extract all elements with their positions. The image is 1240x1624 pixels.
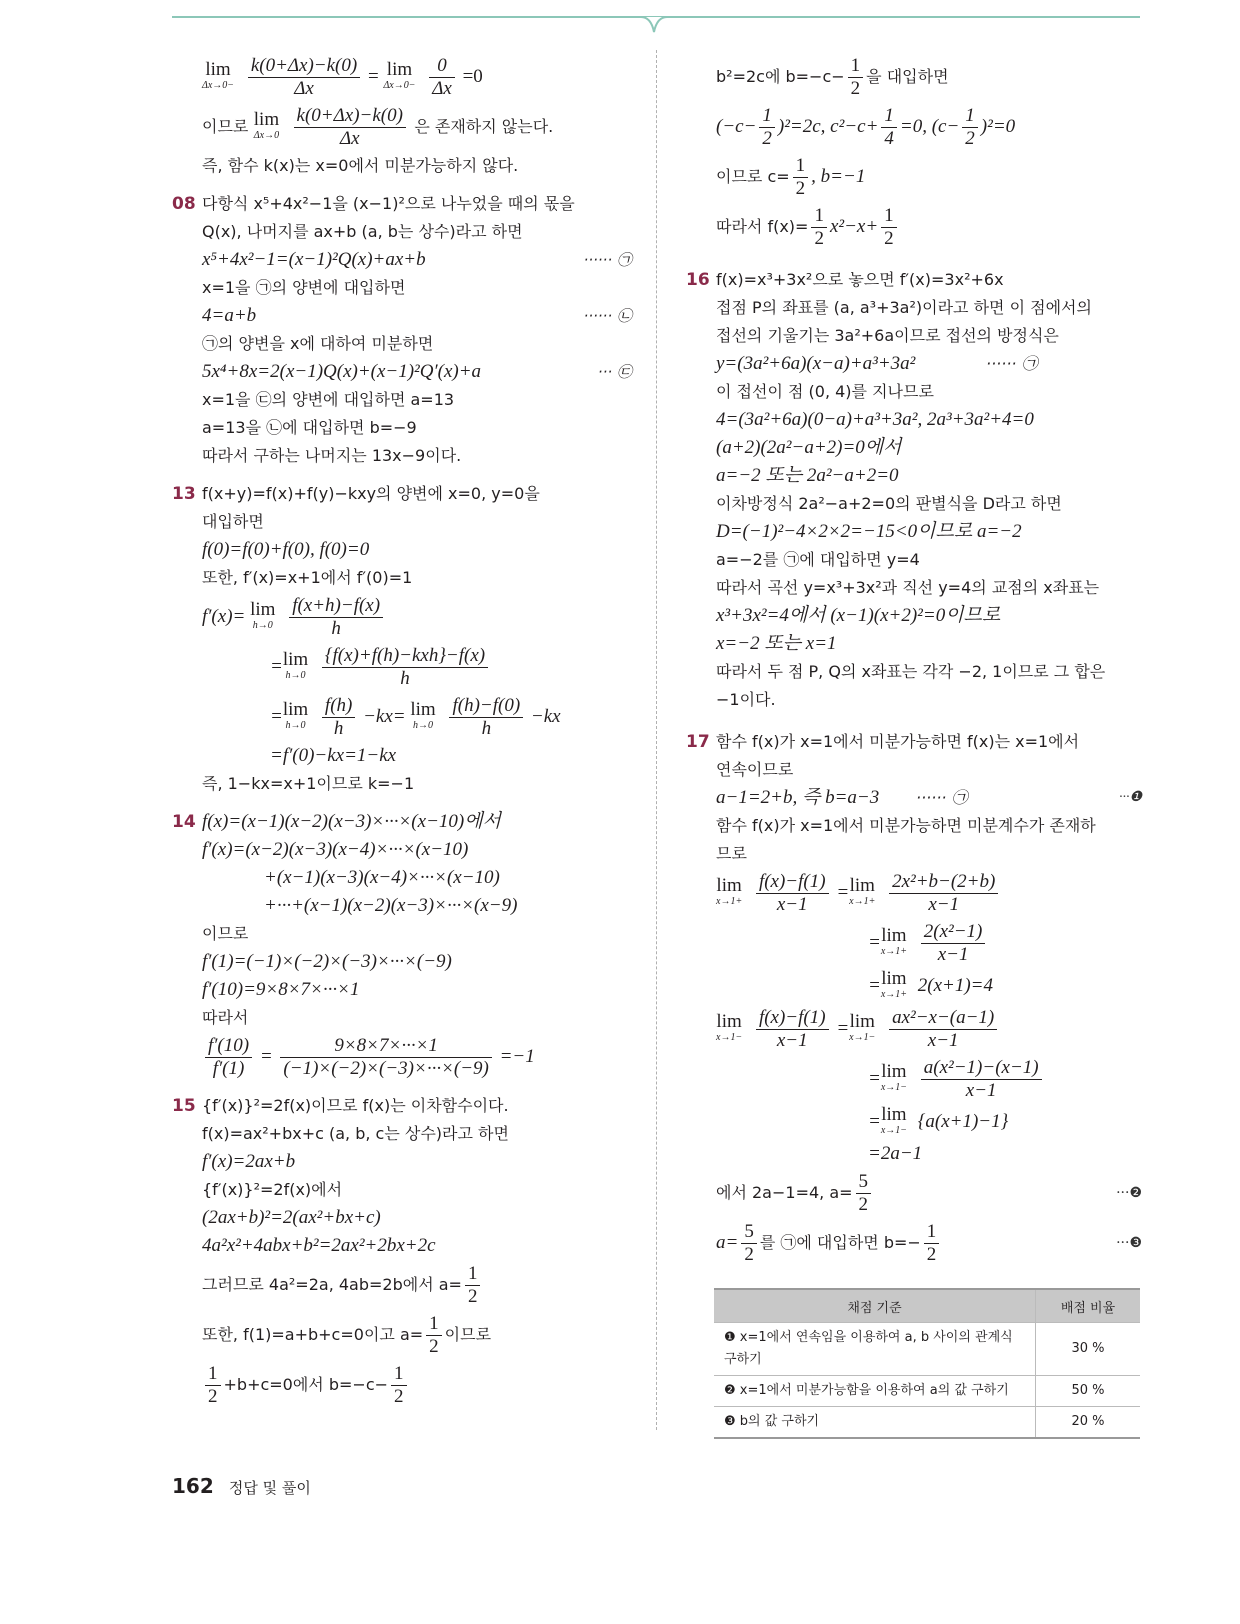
problem-15: 15 {f′(x)}²=2f(x)이므로 f(x)는 이차함수이다. f(x)=ax²+bx+c (a, b, c는 상수)라고 하면 f′(x)=2ax+b {f′(x)}²=2f(x)에서 (2ax+b)²=2(ax²+bx+c) 4a²x²+4abx+b²=2ax²+2bx+2c 그러므로 4a²=2a, 4ab=2b에서 a= $\frac{1}{2}$ 또한, f(1)=a+b+c=0이고 a= $\frac{1}{2}$ 이므로 $\frac{1}{2}$ +b+c=0에서 b=−c− $\frac{1}{2}$ [172,1092,632,1410]
problem-17: 17 함수 f(x)가 x=1에서 미분가능하면 f(x)는 x=1에서 연속이므로 a−1=2+b, 즉 b=a−3 ······ ㉠ ···❶ 함수 f(x)가 x=1에서 미분가능하면 미분계수가 존재하 므로 lim x→1+ $\frac{f(x)-f(1)}{x-1}$ = lim x→1+ $\frac{\text{2x²+b−(2+b)}}{x-1}$ = lim x→1+ $\frac{\text{2(x²−1)}}{x-1}$ = lim x→1+ 2(x+1)=4 lim x→1− $\frac{f(x)-f(1)}{x-1}$ = lim x→1− $\frac{\text{ax²−x−(a−1)}}{x-1}$ = lim x→1− $\frac{\text{a(x²−1)−(x−1)}}{x-1}$ = lim x→1− {a(x+1)−1} =2a−1 에서 2a−1=4, a= $\frac{5}{2}$ ···❷ a= $\frac{5}{2}$ 를 ㉠에 대입하면 b=− $\frac{1}{2}$ ···❸ [686,728,1142,1268]
marker-a: ······ ㉠ [583,251,632,269]
right-column [686,52,1142,1268]
result-b: a= $\frac{5}{2}$ 를 ㉠에 대입하면 b=− $\frac{1}{2}$ ···❸ [686,1218,1142,1268]
table-row [714,1323,1140,1376]
problem-number: 08 [172,194,196,214]
intro-line-3: 즉, 함수 k(x)는 x=0에서 미분가능하지 않다. [202,156,519,175]
ratio-cell: 50 % [1036,1376,1141,1407]
p15-cont-line-3: 이므로 c= $\frac{1}{2}$ , b=−1 [716,155,866,199]
problem-number: 13 [172,484,196,504]
left-limit-eq-2: = lim x→1− $\frac{\text{a(x²−1)−(x−1)}}{x-1}$ [686,1054,1142,1104]
page-section-title: 정답 및 풀이 [228,1479,311,1497]
problem-08: 08 다항식 x⁵+4x²−1을 (x−1)²으로 나누었을 때의 몫을 Q(x), 나머지를 ax+b (a, b는 상수)라고 하면 x⁵+4x²−1=(x−1)²Q(x)+ax+b ······ ㉠ x=1을 ㉠의 양변에 대입하면 4=a+b ······ ㉡ ㉠의 양변을 x에 대하여 미분하면 5x⁴+8x=2(x−1)Q(x)+(x−1)²Q′(x)+a ··· ㉢ x=1을 ㉢의 양변에 대입하면 a=13 a=13을 ㉡에 대입하면 b=−9 따라서 구하는 나머지는 13x−9이다. [172,190,632,470]
header-notch-icon [641,10,667,36]
table-row [714,1376,1140,1407]
criterion-cell: ❶ x=1에서 연속임을 이용하여 a, b 사이의 관계식 구하기 [714,1323,1036,1376]
p15-cont-line-1: b²=2c에 b=−c− $\frac{1}{2}$ 을 대입하면 [716,55,949,99]
problem-number: 17 [686,732,710,752]
grading-header-ratio: 배점 비율 [1036,1289,1141,1323]
grading-header-criterion: 채점 기준 [714,1289,1036,1323]
column-divider [656,50,657,1430]
grading-table [714,1288,1140,1439]
step-mark-1: ···❶ [1118,790,1142,805]
marker-a: ······ ㉠ [986,354,1038,373]
page-footer [172,1474,311,1498]
problem-13: 13 f(x+y)=f(x)+f(y)−kxy의 양변에 x=0, y=0을 대입하면 f(0)=f(0)+f(0), f(0)=0 또한, f′(x)=x+1에서 f′(0)=1 f′(x)= lim h→0 $\frac{f(x+h)-f(x)}{h}$ = lim h→0 $\frac{\text{\{f(x)+f(h)−kxh\}−f(x)}}{h}$ = lim h→0 $\frac{f(h)}{h}$ −kx= lim h→0 $\frac{f(h)-f(0)}{h}$ −kx =f′(0)−kx=1−kx 즉, 1−kx=x+1이므로 k=−1 [172,480,632,798]
left-limit-eq-3: = lim x→1− {a(x+1)−1} [868,1103,1009,1136]
ratio-eq: $\frac{f'(10)}{f'(1)}$ = $\frac{9\times 8\times 7\times\cdot\cdot\cdot\times 1}{(-1)\times(-2)\times(-3)\times\cdot\cdot\cdot\times(-9)}$ =−1 [172,1032,632,1082]
step-mark-3: ···❸ [1116,1235,1142,1251]
ratio-cell: 30 % [1036,1323,1141,1376]
problem-number: 15 [172,1096,196,1116]
right-limit-eq-1: lim x→1+ $\frac{f(x)-f(1)}{x-1}$ = lim x→1+ $\frac{\text{2x²+b−(2+b)}}{x-1}$ [686,868,1142,918]
eq-1: f′(x)= lim h→0 $\frac{f(x+h)-f(x)}{h}$ [172,592,632,642]
left-column [172,52,632,1410]
marker-c: ··· ㉢ [597,363,632,381]
eq-3: = lim h→0 $\frac{f(h)}{h}$ −kx= lim h→0 $\frac{f(h)-f(0)}{h}$ −kx [270,695,561,740]
ratio-cell: 20 % [1036,1407,1141,1439]
step-mark-2: ···❷ [1116,1185,1142,1201]
p15-cont-line-4: 따라서 f(x)= $\frac{1}{2}$ x²−x+ $\frac{1}{2}$ [686,202,1142,252]
intro-line-2: 이므로 lim Δx→0 $\frac{k(0+\Delta x)-k(0)}{\Delta x}$ 은 존재하지 않는다. [202,105,554,149]
p15-cont-line-2: (−c− $\frac{1}{2}$ )²=2c, c²−c+ $\frac{1}{4}$ =0, (c− $\frac{1}{2}$ )²=0 [716,105,1016,150]
right-limit-eq-3: = lim x→1+ 2(x+1)=4 [868,967,993,1000]
problem-14: 14 f(x)=(x−1)(x−2)(x−3)×···×(x−10)에서 f′(x)=(x−2)(x−3)(x−4)×···×(x−10) +(x−1)(x−3)(x−4)×···×(x−10) +···+(x−1)(x−2)(x−3)×···×(x−9) 이므로 f′(1)=(−1)×(−2)×(−3)×···×(−9) f′(10)=9×8×7×···×1 따라서 $\frac{f'(10)}{f'(1)}$ = $\frac{9\times 8\times 7\times\cdot\cdot\cdot\times 1}{(-1)\times(-2)\times(-3)\times\cdot\cdot\cdot\times(-9)}$ =−1 [172,808,632,1082]
problem-16: 16 f(x)=x³+3x²으로 놓으면 f′(x)=3x²+6x 접점 P의 좌표를 (a, a³+3a²)이라고 하면 이 점에서의 접선의 기울기는 3a²+6a이므로 접선의 방정식은 y=(3a²+6a)(x−a)+a³+3a² ······ ㉠ 이 접선이 점 (0, 4)를 지나므로 4=(3a²+6a)(0−a)+a³+3a², 2a³+3a²+4=0 (a+2)(2a²−a+2)=0에서 a=−2 또는 2a²−a+2=0 이차방정식 2a²−a+2=0의 판별식을 D라고 하면 D=(−1)²−4×2×2=−15<0이므로 a=−2 a=−2를 ㉠에 대입하면 y=4 따라서 곡선 y=x³+3x²과 직선 y=4의 교점의 x좌표는 x³+3x²=4에서 (x−1)(x+2)²=0이므로 x=−2 또는 x=1 따라서 두 점 P, Q의 x좌표는 각각 −2, 1이므로 그 합은 −1이다. [686,266,1142,714]
criterion-cell: ❷ x=1에서 미분가능함을 이용하여 a의 값 구하기 [714,1376,1036,1407]
problem-number: 14 [172,812,196,832]
eq-2: = lim h→0 $\frac{\text{\{f(x)+f(h)−kxh\}−f(x)}}{h}$ [172,642,632,692]
problem-number: 16 [686,270,710,290]
page-number: 162 [172,1474,214,1498]
left-limit-eq-4: =2a−1 [868,1143,923,1164]
result-a: 에서 2a−1=4, a= $\frac{5}{2}$ ···❷ [686,1168,1142,1218]
left-limit-eq-1: lim x→1− $\frac{f(x)-f(1)}{x-1}$ = lim x→1− $\frac{\text{ax²−x−(a−1)}}{x-1}$ [686,1004,1142,1054]
marker-a: ······ ㉠ [916,788,968,807]
right-limit-eq-2: = lim x→1+ $\frac{\text{2(x²−1)}}{x-1}$ [686,918,1142,968]
intro-line-1: lim Δx→0− $\frac{k(0+\Delta x)-k(0)}{\Delta x}$ = lim Δx→0− $\frac{0}{\Delta x}$ =0 [202,55,483,100]
marker-b: ······ ㉡ [583,307,632,325]
table-row [714,1407,1140,1439]
criterion-cell: ❸ b의 값 구하기 [714,1407,1036,1439]
